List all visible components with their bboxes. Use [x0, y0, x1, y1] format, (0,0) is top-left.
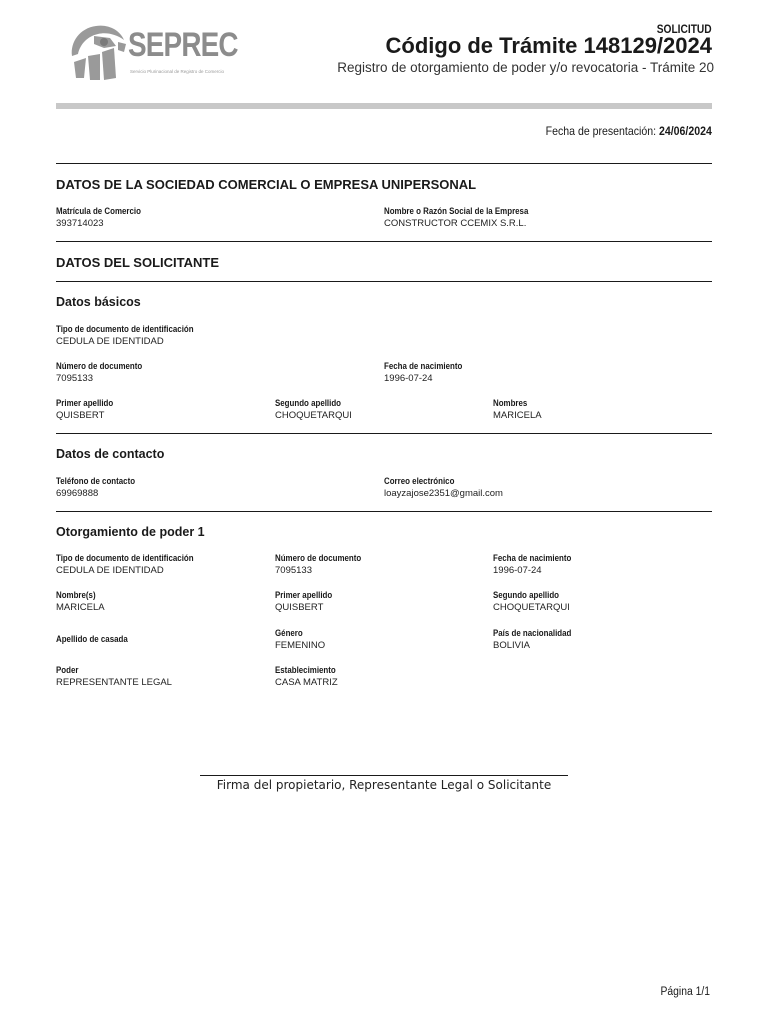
power-names-label: Nombre(s): [56, 590, 96, 600]
applicant-names-label: Nombres: [493, 398, 528, 408]
power-gender-value: FEMENINO: [275, 640, 326, 651]
applicant-birth-label: Fecha de nacimiento: [384, 361, 463, 371]
power-doc-type-label: Tipo de documento de identificación: [56, 553, 194, 563]
email-value: loayzajose2351@gmail.com: [384, 488, 503, 499]
phone-label: Teléfono de contacto: [56, 476, 136, 486]
logo-wordmark: SEPREC: [128, 26, 238, 64]
power-first-surname-value: QUISBERT: [275, 602, 324, 613]
signature-line: [200, 775, 568, 776]
power-type-value: REPRESENTANTE LEGAL: [56, 677, 172, 688]
power-second-surname-value: CHOQUETARQUI: [493, 602, 570, 613]
power-doc-number-label: Número de documento: [275, 553, 362, 563]
power-first-surname-label: Primer apellido: [275, 590, 333, 600]
matricula-label: Matrícula de Comercio: [56, 206, 141, 216]
company-name-label: Nombre o Razón Social de la Empresa: [384, 206, 529, 216]
matricula-value: 393714023: [56, 218, 104, 229]
basic-data-title: Datos básicos: [56, 295, 141, 309]
power-establishment-value: CASA MATRIZ: [275, 677, 338, 688]
power-establishment-label: Establecimiento: [275, 665, 336, 675]
power-gender-label: Género: [275, 628, 303, 638]
power-married-surname-label: Apellido de casada: [56, 634, 128, 644]
power-names-value: MARICELA: [56, 602, 105, 613]
page-title: Código de Trámite 148129/2024: [385, 33, 712, 58]
power-birth-label: Fecha de nacimiento: [493, 553, 572, 563]
applicant-first-surname-value: QUISBERT: [56, 410, 105, 421]
logo-subtitle: Servicio Plurinacional de Registro de Comercio: [130, 69, 225, 74]
email-label: Correo electrónico: [384, 476, 455, 486]
page-number: Página 1/1: [660, 986, 710, 998]
presentation-date-value: 24/06/2024: [659, 124, 712, 138]
applicant-first-surname-label: Primer apellido: [56, 398, 114, 408]
applicant-doc-number-value: 7095133: [56, 373, 93, 384]
seprec-emblem-icon: [64, 18, 134, 86]
company-name-value: CONSTRUCTOR CCEMIX S.R.L.: [384, 218, 527, 229]
applicant-section-title: DATOS DEL SOLICITANTE: [56, 255, 219, 270]
power-doc-number-value: 7095133: [275, 565, 312, 576]
applicant-second-surname-value: CHOQUETARQUI: [275, 410, 352, 421]
applicant-second-surname-label: Segundo apellido: [275, 398, 342, 408]
header-divider: [56, 103, 712, 109]
power-doc-type-value: CEDULA DE IDENTIDAD: [56, 565, 164, 576]
presentation-date-label: Fecha de presentación:: [545, 124, 657, 138]
company-section-title: DATOS DE LA SOCIEDAD COMERCIAL O EMPRESA UNIPERSONAL: [56, 177, 477, 192]
applicant-names-value: MARICELA: [493, 410, 542, 421]
divider: [56, 163, 712, 164]
power-nationality-value: BOLIVIA: [493, 640, 530, 651]
divider: [56, 511, 712, 512]
power-section-title: Otorgamiento de poder 1: [56, 525, 205, 539]
signature-caption: Firma del propietario, Representante Legal o Solicitante: [216, 778, 552, 792]
phone-value: 69969888: [56, 488, 99, 499]
contact-data-title: Datos de contacto: [56, 447, 165, 461]
applicant-birth-value: 1996-07-24: [384, 373, 433, 384]
applicant-doc-type-label: Tipo de documento de identificación: [56, 324, 194, 334]
power-second-surname-label: Segundo apellido: [493, 590, 560, 600]
document-type-label: SOLICITUD: [657, 22, 712, 36]
power-type-label: Poder: [56, 665, 79, 675]
applicant-doc-type-value: CEDULA DE IDENTIDAD: [56, 336, 164, 347]
power-nationality-label: País de nacionalidad: [493, 628, 572, 638]
divider: [56, 281, 712, 282]
presentation-date: [546, 124, 712, 138]
power-birth-value: 1996-07-24: [493, 565, 542, 576]
divider: [56, 241, 712, 242]
page-subtitle: Registro de otorgamiento de poder y/o revocatoria - Trámite 20: [337, 60, 714, 75]
applicant-doc-number-label: Número de documento: [56, 361, 143, 371]
divider: [56, 433, 712, 434]
